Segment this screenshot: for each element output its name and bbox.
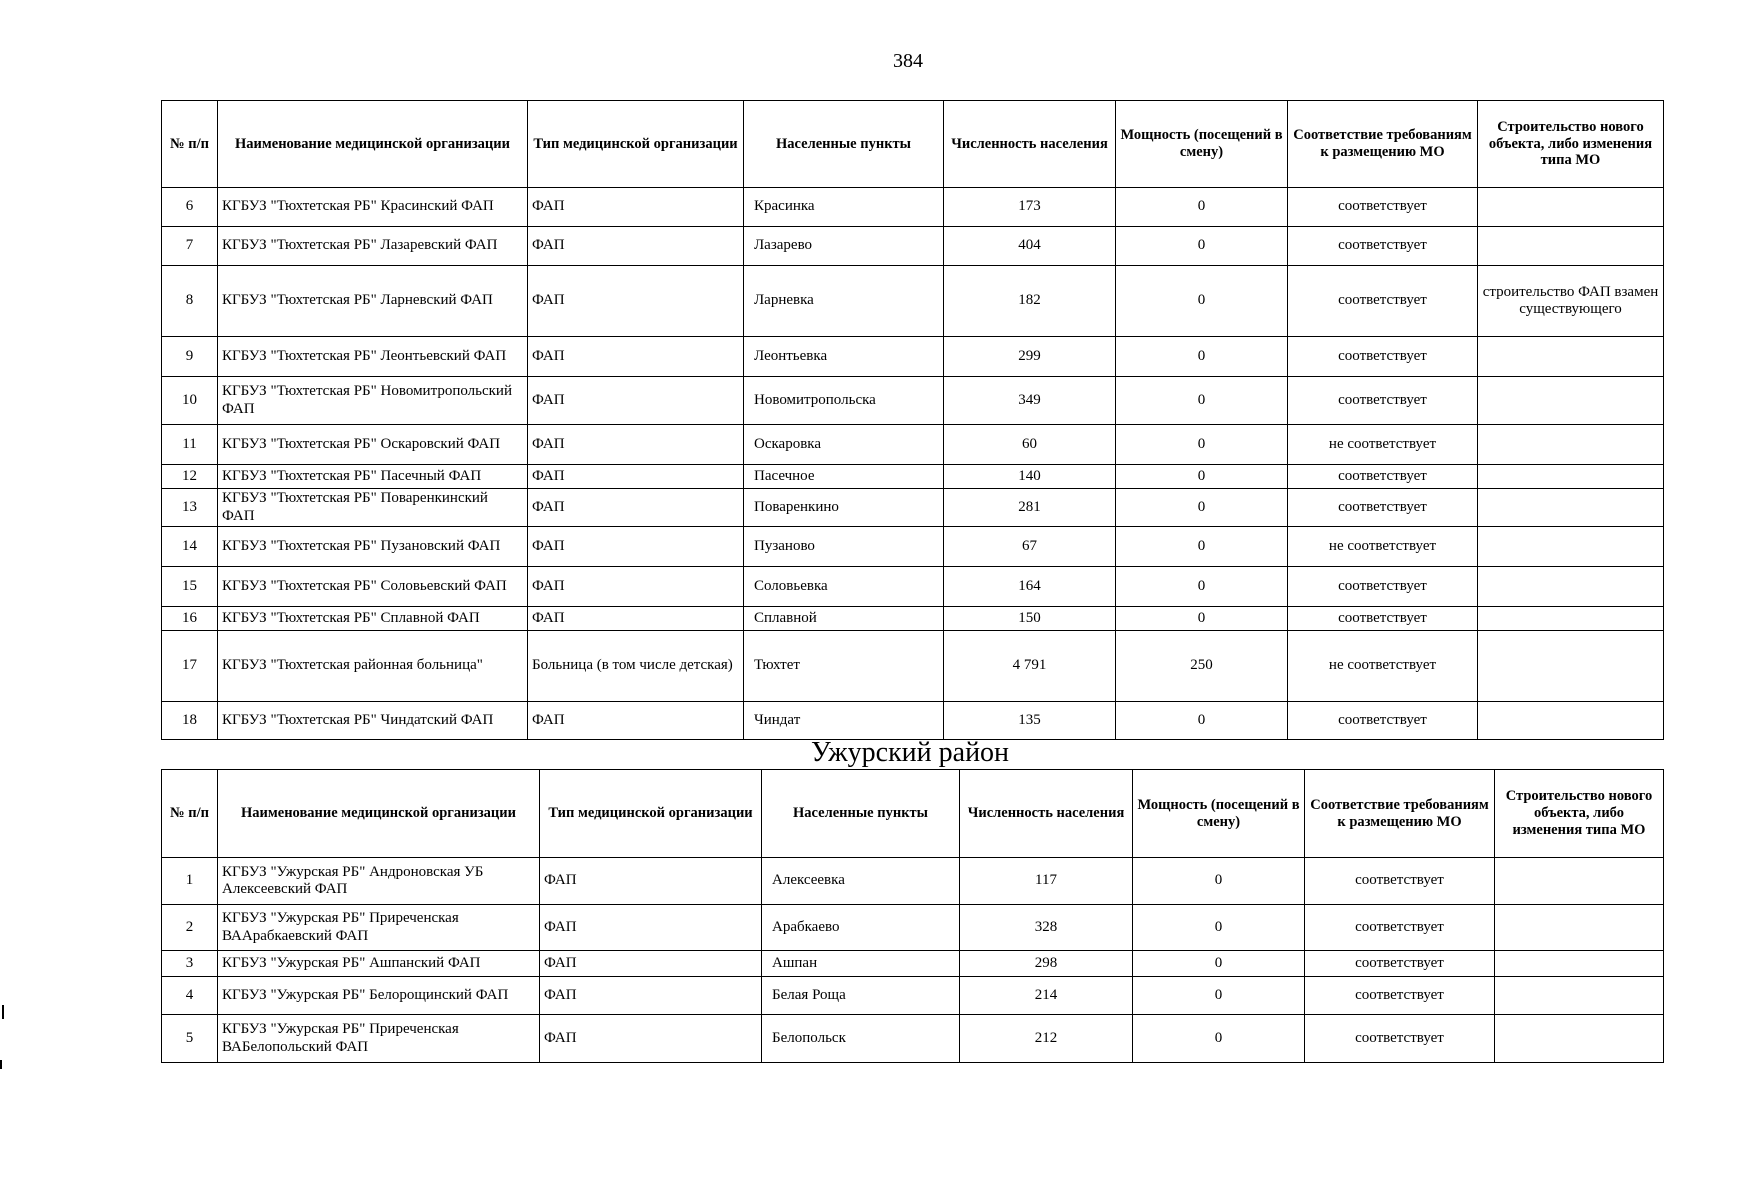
cell-type: Больница (в том числе детская): [528, 631, 744, 702]
cell-num: 17: [162, 631, 218, 702]
cell-construction: [1478, 567, 1664, 607]
cell-population: 349: [944, 377, 1116, 425]
cell-compliance: соответствует: [1288, 188, 1478, 227]
cell-num: 13: [162, 489, 218, 527]
header-construction: Строительство нового объекта, либо изменения типа МО: [1495, 770, 1664, 858]
cell-capacity: 0: [1116, 527, 1288, 567]
cell-population: 4 791: [944, 631, 1116, 702]
cell-population: 150: [944, 607, 1116, 631]
cell-capacity: 0: [1116, 227, 1288, 266]
scan-artifact: [2, 1005, 4, 1019]
cell-capacity: 0: [1133, 951, 1305, 977]
cell-compliance: соответствует: [1288, 489, 1478, 527]
cell-compliance: соответствует: [1305, 977, 1495, 1015]
cell-settlement: Новомитропольска: [744, 377, 944, 425]
header-capacity: Мощность (посещений в смену): [1133, 770, 1305, 858]
cell-num: 10: [162, 377, 218, 425]
cell-name: КГБУЗ "Ужурская РБ" Ашпанский ФАП: [218, 951, 540, 977]
table-row: [162, 527, 1664, 567]
cell-construction: [1495, 858, 1664, 905]
cell-construction: [1478, 702, 1664, 740]
table-row: [162, 489, 1664, 527]
cell-construction: [1478, 425, 1664, 465]
cell-construction: [1495, 951, 1664, 977]
cell-name: КГБУЗ "Тюхтетская РБ" Красинский ФАП: [218, 188, 528, 227]
header-name: Наименование медицинской организации: [218, 101, 528, 188]
cell-num: 12: [162, 465, 218, 489]
table-row: [162, 465, 1664, 489]
table-row: [162, 951, 1664, 977]
table-row: [162, 905, 1664, 951]
header-compliance: Соответствие требованиям к размещению МО: [1305, 770, 1495, 858]
cell-compliance: соответствует: [1305, 858, 1495, 905]
cell-compliance: соответствует: [1288, 702, 1478, 740]
header-population: Численность населения: [944, 101, 1116, 188]
cell-population: 328: [960, 905, 1133, 951]
cell-population: 135: [944, 702, 1116, 740]
cell-capacity: 0: [1116, 607, 1288, 631]
cell-name: КГБУЗ "Ужурская РБ" Приреченская ВАБелопольский ФАП: [218, 1015, 540, 1063]
cell-construction: [1478, 377, 1664, 425]
cell-construction: [1478, 337, 1664, 377]
cell-settlement: Сплавной: [744, 607, 944, 631]
cell-name: КГБУЗ "Тюхтетская РБ" Сплавной ФАП: [218, 607, 528, 631]
cell-compliance: не соответствует: [1288, 527, 1478, 567]
cell-capacity: 0: [1116, 337, 1288, 377]
cell-num: 11: [162, 425, 218, 465]
cell-type: ФАП: [540, 977, 762, 1015]
cell-type: ФАП: [528, 188, 744, 227]
cell-settlement: Алексеевка: [762, 858, 960, 905]
cell-name: КГБУЗ "Ужурская РБ" Андроновская УБ Алексеевский ФАП: [218, 858, 540, 905]
cell-capacity: 0: [1133, 977, 1305, 1015]
cell-num: 3: [162, 951, 218, 977]
cell-num: 18: [162, 702, 218, 740]
cell-capacity: 0: [1133, 858, 1305, 905]
table-row: [162, 188, 1664, 227]
cell-population: 298: [960, 951, 1133, 977]
cell-construction: [1478, 188, 1664, 227]
cell-num: 15: [162, 567, 218, 607]
cell-num: 16: [162, 607, 218, 631]
cell-type: ФАП: [528, 527, 744, 567]
cell-type: ФАП: [540, 1015, 762, 1063]
header-compliance: Соответствие требованиям к размещению МО: [1288, 101, 1478, 188]
cell-name: КГБУЗ "Тюхтетская РБ" Новомитропольский ФАП: [218, 377, 528, 425]
cell-compliance: соответствует: [1288, 567, 1478, 607]
cell-capacity: 0: [1116, 266, 1288, 337]
cell-capacity: 0: [1116, 425, 1288, 465]
cell-name: КГБУЗ "Ужурская РБ" Белорощинский ФАП: [218, 977, 540, 1015]
cell-settlement: Пасечное: [744, 465, 944, 489]
facilities-table-tyukhtet: [161, 100, 1664, 740]
cell-construction: [1478, 465, 1664, 489]
cell-population: 140: [944, 465, 1116, 489]
table-row: [162, 227, 1664, 266]
cell-type: ФАП: [528, 567, 744, 607]
cell-population: 281: [944, 489, 1116, 527]
cell-compliance: соответствует: [1288, 465, 1478, 489]
cell-type: ФАП: [540, 858, 762, 905]
cell-population: 67: [944, 527, 1116, 567]
page-number: 384: [893, 50, 923, 72]
header-capacity: Мощность (посещений в смену): [1116, 101, 1288, 188]
cell-name: КГБУЗ "Тюхтетская РБ" Лазаревский ФАП: [218, 227, 528, 266]
cell-compliance: соответствует: [1288, 266, 1478, 337]
cell-capacity: 0: [1133, 1015, 1305, 1063]
cell-type: ФАП: [540, 951, 762, 977]
cell-compliance: не соответствует: [1288, 631, 1478, 702]
cell-settlement: Белопольск: [762, 1015, 960, 1063]
cell-construction: [1478, 607, 1664, 631]
header-settlements: Населенные пункты: [744, 101, 944, 188]
cell-settlement: Соловьевка: [744, 567, 944, 607]
cell-capacity: 0: [1116, 702, 1288, 740]
table-row: [162, 631, 1664, 702]
cell-population: 117: [960, 858, 1133, 905]
cell-settlement: Пузаново: [744, 527, 944, 567]
cell-type: ФАП: [528, 266, 744, 337]
table-row: [162, 567, 1664, 607]
cell-num: 8: [162, 266, 218, 337]
cell-type: ФАП: [528, 377, 744, 425]
cell-compliance: не соответствует: [1288, 425, 1478, 465]
cell-type: ФАП: [528, 607, 744, 631]
cell-compliance: соответствует: [1288, 377, 1478, 425]
cell-capacity: 0: [1133, 905, 1305, 951]
header-num: № п/п: [162, 770, 218, 858]
header-settlements: Населенные пункты: [762, 770, 960, 858]
header-name: Наименование медицинской организации: [218, 770, 540, 858]
cell-num: 5: [162, 1015, 218, 1063]
district-title: Ужурский район: [810, 737, 1010, 768]
cell-capacity: 0: [1116, 188, 1288, 227]
cell-name: КГБУЗ "Тюхтетская РБ" Пузановский ФАП: [218, 527, 528, 567]
cell-name: КГБУЗ "Тюхтетская РБ" Поваренкинский ФАП: [218, 489, 528, 527]
facilities-table-uzhur: [161, 769, 1664, 1063]
cell-compliance: соответствует: [1288, 227, 1478, 266]
cell-compliance: соответствует: [1305, 951, 1495, 977]
cell-settlement: Чиндат: [744, 702, 944, 740]
cell-population: 173: [944, 188, 1116, 227]
cell-type: ФАП: [528, 489, 744, 527]
cell-compliance: соответствует: [1305, 905, 1495, 951]
cell-settlement: Арабкаево: [762, 905, 960, 951]
cell-type: ФАП: [528, 702, 744, 740]
cell-population: 404: [944, 227, 1116, 266]
cell-capacity: 0: [1116, 465, 1288, 489]
cell-num: 1: [162, 858, 218, 905]
cell-type: ФАП: [528, 227, 744, 266]
cell-settlement: Ашпан: [762, 951, 960, 977]
cell-construction: [1478, 489, 1664, 527]
cell-population: 164: [944, 567, 1116, 607]
cell-name: КГБУЗ "Тюхтетская РБ" Пасечный ФАП: [218, 465, 528, 489]
cell-compliance: соответствует: [1305, 1015, 1495, 1063]
cell-type: ФАП: [528, 425, 744, 465]
cell-capacity: 0: [1116, 377, 1288, 425]
cell-type: ФАП: [528, 465, 744, 489]
table-row: [162, 377, 1664, 425]
cell-name: КГБУЗ "Тюхтетская РБ" Леонтьевский ФАП: [218, 337, 528, 377]
cell-type: ФАП: [528, 337, 744, 377]
cell-population: 299: [944, 337, 1116, 377]
cell-capacity: 0: [1116, 489, 1288, 527]
cell-construction: [1478, 527, 1664, 567]
cell-population: 182: [944, 266, 1116, 337]
cell-name: КГБУЗ "Тюхтетская районная больница": [218, 631, 528, 702]
cell-name: КГБУЗ "Тюхтетская РБ" Чиндатский ФАП: [218, 702, 528, 740]
cell-num: 4: [162, 977, 218, 1015]
table-row: [162, 607, 1664, 631]
cell-compliance: соответствует: [1288, 607, 1478, 631]
cell-num: 6: [162, 188, 218, 227]
cell-name: КГБУЗ "Ужурская РБ" Приреченская ВААрабкаевский ФАП: [218, 905, 540, 951]
cell-settlement: Ларневка: [744, 266, 944, 337]
cell-num: 7: [162, 227, 218, 266]
cell-construction: [1478, 631, 1664, 702]
cell-capacity: 250: [1116, 631, 1288, 702]
table-row: [162, 425, 1664, 465]
cell-population: 212: [960, 1015, 1133, 1063]
cell-capacity: 0: [1116, 567, 1288, 607]
cell-name: КГБУЗ "Тюхтетская РБ" Оскаровский ФАП: [218, 425, 528, 465]
cell-construction: [1495, 1015, 1664, 1063]
header-num: № п/п: [162, 101, 218, 188]
cell-population: 214: [960, 977, 1133, 1015]
table-row: [162, 977, 1664, 1015]
cell-compliance: соответствует: [1288, 337, 1478, 377]
header-construction: Строительство нового объекта, либо изменения типа МО: [1478, 101, 1664, 188]
cell-type: ФАП: [540, 905, 762, 951]
cell-settlement: Лазарево: [744, 227, 944, 266]
cell-population: 60: [944, 425, 1116, 465]
cell-construction: [1495, 905, 1664, 951]
cell-num: 14: [162, 527, 218, 567]
table-header-row: [162, 101, 1664, 188]
table-row: [162, 702, 1664, 740]
table-row: [162, 858, 1664, 905]
cell-settlement: Поваренкино: [744, 489, 944, 527]
scan-artifact: [0, 1060, 2, 1069]
cell-construction: [1478, 227, 1664, 266]
cell-settlement: Белая Роща: [762, 977, 960, 1015]
cell-name: КГБУЗ "Тюхтетская РБ" Соловьевский ФАП: [218, 567, 528, 607]
header-type: Тип медицинской организации: [540, 770, 762, 858]
table-row: [162, 1015, 1664, 1063]
cell-settlement: Оскаровка: [744, 425, 944, 465]
table-row: [162, 337, 1664, 377]
table-row: [162, 266, 1664, 337]
cell-num: 9: [162, 337, 218, 377]
header-type: Тип медицинской организации: [528, 101, 744, 188]
header-population: Численность населения: [960, 770, 1133, 858]
cell-construction: [1495, 977, 1664, 1015]
cell-settlement: Тюхтет: [744, 631, 944, 702]
cell-settlement: Красинка: [744, 188, 944, 227]
cell-num: 2: [162, 905, 218, 951]
cell-settlement: Леонтьевка: [744, 337, 944, 377]
cell-name: КГБУЗ "Тюхтетская РБ" Ларневский ФАП: [218, 266, 528, 337]
cell-construction: строительство ФАП взамен существующего: [1478, 266, 1664, 337]
table-header-row: [162, 770, 1664, 858]
